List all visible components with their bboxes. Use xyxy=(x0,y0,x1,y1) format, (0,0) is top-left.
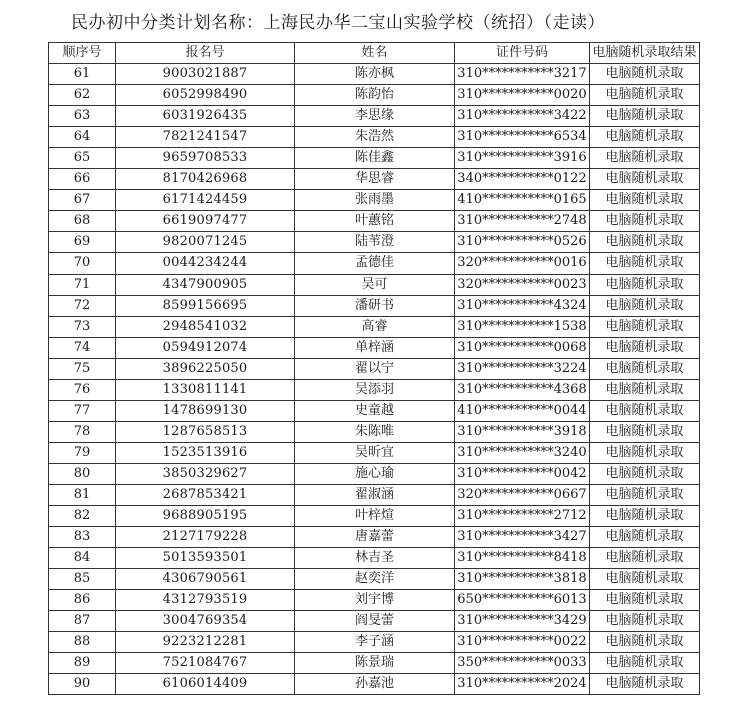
cell-name: 吴添羽 xyxy=(295,379,455,400)
cell-name: 翟淑涵 xyxy=(295,484,455,505)
table-row xyxy=(49,527,700,548)
cell-registration-number: 4306790561 xyxy=(116,569,295,590)
cell-name: 林吉圣 xyxy=(295,548,455,569)
cell-admission-result: 电脑随机录取 xyxy=(590,295,700,316)
cell-registration-number: 0594912074 xyxy=(116,337,295,358)
cell-name: 陈佳鑫 xyxy=(295,148,455,169)
cell-id-number: 310***********0068 xyxy=(455,337,590,358)
table-row xyxy=(49,85,700,106)
cell-id-number: 310***********3240 xyxy=(455,442,590,463)
cell-id-number: 310***********2024 xyxy=(455,674,590,695)
cell-sequence-number: 80 xyxy=(49,463,116,484)
table-row xyxy=(49,106,700,127)
cell-id-number: 310***********4324 xyxy=(455,295,590,316)
cell-name: 李思缘 xyxy=(295,106,455,127)
cell-admission-result: 电脑随机录取 xyxy=(590,653,700,674)
cell-registration-number: 9659708533 xyxy=(116,148,295,169)
cell-registration-number: 0044234244 xyxy=(116,253,295,274)
cell-admission-result: 电脑随机录取 xyxy=(590,632,700,653)
cell-name: 唐嘉蕾 xyxy=(295,527,455,548)
table-row xyxy=(49,64,700,85)
table-row xyxy=(49,442,700,463)
cell-registration-number: 6052998490 xyxy=(116,85,295,106)
cell-sequence-number: 61 xyxy=(49,64,116,85)
cell-admission-result: 电脑随机录取 xyxy=(590,190,700,211)
cell-sequence-number: 62 xyxy=(49,85,116,106)
cell-sequence-number: 69 xyxy=(49,232,116,253)
cell-registration-number: 1478699130 xyxy=(116,400,295,421)
table-row xyxy=(49,506,700,527)
cell-id-number: 350***********0033 xyxy=(455,653,590,674)
cell-admission-result: 电脑随机录取 xyxy=(590,442,700,463)
cell-sequence-number: 63 xyxy=(49,106,116,127)
cell-admission-result: 电脑随机录取 xyxy=(590,316,700,337)
cell-id-number: 320***********0016 xyxy=(455,253,590,274)
cell-name: 陈亦枫 xyxy=(295,64,455,85)
table-row xyxy=(49,653,700,674)
table-row xyxy=(49,421,700,442)
cell-id-number: 310***********4368 xyxy=(455,379,590,400)
cell-admission-result: 电脑随机录取 xyxy=(590,590,700,611)
cell-name: 朱浩然 xyxy=(295,127,455,148)
cell-admission-result: 电脑随机录取 xyxy=(590,232,700,253)
cell-name: 吴可 xyxy=(295,274,455,295)
cell-sequence-number: 66 xyxy=(49,169,116,190)
cell-id-number: 340***********0122 xyxy=(455,169,590,190)
cell-id-number: 310***********0022 xyxy=(455,632,590,653)
table-row xyxy=(49,611,700,632)
cell-id-number: 310***********0042 xyxy=(455,463,590,484)
cell-registration-number: 1523513916 xyxy=(116,442,295,463)
table-row xyxy=(49,127,700,148)
cell-id-number: 310***********3916 xyxy=(455,148,590,169)
cell-registration-number: 6171424459 xyxy=(116,190,295,211)
cell-registration-number: 1287658513 xyxy=(116,421,295,442)
cell-admission-result: 电脑随机录取 xyxy=(590,211,700,232)
table-row xyxy=(49,148,700,169)
cell-admission-result: 电脑随机录取 xyxy=(590,85,700,106)
cell-admission-result: 电脑随机录取 xyxy=(590,358,700,379)
cell-registration-number: 3896225050 xyxy=(116,358,295,379)
table-row xyxy=(49,274,700,295)
table-row xyxy=(49,358,700,379)
cell-name: 赵奕洋 xyxy=(295,569,455,590)
cell-admission-result: 电脑随机录取 xyxy=(590,169,700,190)
cell-name: 吴昕宜 xyxy=(295,442,455,463)
cell-registration-number: 9820071245 xyxy=(116,232,295,253)
table-header-row xyxy=(49,43,700,64)
header-registration-number: 报名号 xyxy=(116,43,295,64)
cell-admission-result: 电脑随机录取 xyxy=(590,548,700,569)
cell-name: 史童越 xyxy=(295,400,455,421)
cell-registration-number: 9688905195 xyxy=(116,506,295,527)
table-row xyxy=(49,484,700,505)
cell-name: 孟德佳 xyxy=(295,253,455,274)
cell-name: 刘宇博 xyxy=(295,590,455,611)
table-row xyxy=(49,253,700,274)
cell-id-number: 650***********6013 xyxy=(455,590,590,611)
cell-sequence-number: 64 xyxy=(49,127,116,148)
cell-id-number: 310***********2712 xyxy=(455,506,590,527)
table-row xyxy=(49,232,700,253)
cell-admission-result: 电脑随机录取 xyxy=(590,569,700,590)
cell-admission-result: 电脑随机录取 xyxy=(590,106,700,127)
table-row xyxy=(49,337,700,358)
cell-id-number: 310***********0020 xyxy=(455,85,590,106)
cell-sequence-number: 81 xyxy=(49,484,116,505)
cell-name: 阎旻蕾 xyxy=(295,611,455,632)
cell-id-number: 310***********3224 xyxy=(455,358,590,379)
cell-id-number: 310***********3429 xyxy=(455,611,590,632)
cell-registration-number: 3004769354 xyxy=(116,611,295,632)
cell-id-number: 310***********2748 xyxy=(455,211,590,232)
cell-registration-number: 4312793519 xyxy=(116,590,295,611)
table-row xyxy=(49,316,700,337)
cell-name: 华思睿 xyxy=(295,169,455,190)
cell-registration-number: 9223212281 xyxy=(116,632,295,653)
cell-id-number: 310***********6534 xyxy=(455,127,590,148)
cell-id-number: 310***********3918 xyxy=(455,421,590,442)
page-title: 民办初中分类计划名称：上海民办华二宝山实验学校（统招）（走读） xyxy=(71,13,605,33)
cell-sequence-number: 87 xyxy=(49,611,116,632)
cell-registration-number: 1330811141 xyxy=(116,379,295,400)
cell-admission-result: 电脑随机录取 xyxy=(590,506,700,527)
cell-sequence-number: 83 xyxy=(49,527,116,548)
cell-admission-result: 电脑随机录取 xyxy=(590,379,700,400)
cell-admission-result: 电脑随机录取 xyxy=(590,674,700,695)
cell-sequence-number: 84 xyxy=(49,548,116,569)
cell-registration-number: 5013593501 xyxy=(116,548,295,569)
cell-admission-result: 电脑随机录取 xyxy=(590,527,700,548)
cell-name: 单梓涵 xyxy=(295,337,455,358)
cell-name: 叶梓煊 xyxy=(295,506,455,527)
cell-sequence-number: 85 xyxy=(49,569,116,590)
table-row xyxy=(49,548,700,569)
header-name: 姓名 xyxy=(295,43,455,64)
cell-sequence-number: 79 xyxy=(49,442,116,463)
cell-registration-number: 7521084767 xyxy=(116,653,295,674)
header-admission-result: 电脑随机录取结果 xyxy=(590,43,700,64)
header-id-number: 证件号码 xyxy=(455,43,590,64)
cell-registration-number: 9003021887 xyxy=(116,64,295,85)
cell-sequence-number: 77 xyxy=(49,400,116,421)
cell-name: 张雨墨 xyxy=(295,190,455,211)
cell-admission-result: 电脑随机录取 xyxy=(590,337,700,358)
table-row xyxy=(49,295,700,316)
cell-sequence-number: 73 xyxy=(49,316,116,337)
table-row xyxy=(49,400,700,421)
cell-id-number: 410***********0165 xyxy=(455,190,590,211)
cell-sequence-number: 82 xyxy=(49,506,116,527)
table-row xyxy=(49,211,700,232)
cell-name: 翟以宁 xyxy=(295,358,455,379)
cell-sequence-number: 65 xyxy=(49,148,116,169)
cell-sequence-number: 68 xyxy=(49,211,116,232)
cell-registration-number: 6619097477 xyxy=(116,211,295,232)
cell-sequence-number: 76 xyxy=(49,379,116,400)
cell-id-number: 310***********0526 xyxy=(455,232,590,253)
cell-admission-result: 电脑随机录取 xyxy=(590,611,700,632)
cell-sequence-number: 89 xyxy=(49,653,116,674)
cell-admission-result: 电脑随机录取 xyxy=(590,484,700,505)
cell-id-number: 320***********0667 xyxy=(455,484,590,505)
cell-name: 陆苇澄 xyxy=(295,232,455,253)
cell-id-number: 410***********0044 xyxy=(455,400,590,421)
cell-name: 陈景瑞 xyxy=(295,653,455,674)
cell-sequence-number: 71 xyxy=(49,274,116,295)
cell-admission-result: 电脑随机录取 xyxy=(590,64,700,85)
cell-registration-number: 8599156695 xyxy=(116,295,295,316)
header-sequence-number: 顺序号 xyxy=(49,43,116,64)
cell-sequence-number: 67 xyxy=(49,190,116,211)
cell-registration-number: 4347900905 xyxy=(116,274,295,295)
table-row xyxy=(49,169,700,190)
table-row xyxy=(49,569,700,590)
cell-name: 陈韵怡 xyxy=(295,85,455,106)
cell-sequence-number: 72 xyxy=(49,295,116,316)
cell-name: 李子涵 xyxy=(295,632,455,653)
table-row xyxy=(49,190,700,211)
cell-sequence-number: 90 xyxy=(49,674,116,695)
cell-id-number: 320***********0023 xyxy=(455,274,590,295)
cell-admission-result: 电脑随机录取 xyxy=(590,148,700,169)
cell-sequence-number: 86 xyxy=(49,590,116,611)
cell-registration-number: 2687853421 xyxy=(116,484,295,505)
cell-registration-number: 8170426968 xyxy=(116,169,295,190)
cell-registration-number: 2127179228 xyxy=(116,527,295,548)
cell-admission-result: 电脑随机录取 xyxy=(590,463,700,484)
table-body xyxy=(49,64,700,695)
table-row xyxy=(49,379,700,400)
cell-sequence-number: 70 xyxy=(49,253,116,274)
cell-admission-result: 电脑随机录取 xyxy=(590,400,700,421)
table-row xyxy=(49,674,700,695)
cell-name: 潘研书 xyxy=(295,295,455,316)
cell-registration-number: 7821241547 xyxy=(116,127,295,148)
cell-name: 高睿 xyxy=(295,316,455,337)
admission-results-table xyxy=(48,42,700,695)
cell-registration-number: 6106014409 xyxy=(116,674,295,695)
cell-admission-result: 电脑随机录取 xyxy=(590,253,700,274)
table-row xyxy=(49,590,700,611)
cell-id-number: 310***********3422 xyxy=(455,106,590,127)
cell-id-number: 310***********3217 xyxy=(455,64,590,85)
cell-admission-result: 电脑随机录取 xyxy=(590,274,700,295)
cell-registration-number: 6031926435 xyxy=(116,106,295,127)
cell-registration-number: 3850329627 xyxy=(116,463,295,484)
table-row xyxy=(49,463,700,484)
cell-name: 施心瑜 xyxy=(295,463,455,484)
cell-id-number: 310***********3818 xyxy=(455,569,590,590)
cell-name: 叶蕙铭 xyxy=(295,211,455,232)
cell-id-number: 310***********1538 xyxy=(455,316,590,337)
cell-sequence-number: 74 xyxy=(49,337,116,358)
cell-sequence-number: 78 xyxy=(49,421,116,442)
cell-id-number: 310***********8418 xyxy=(455,548,590,569)
table-row xyxy=(49,632,700,653)
cell-registration-number: 2948541032 xyxy=(116,316,295,337)
cell-admission-result: 电脑随机录取 xyxy=(590,127,700,148)
cell-admission-result: 电脑随机录取 xyxy=(590,421,700,442)
cell-name: 孙嘉池 xyxy=(295,674,455,695)
cell-sequence-number: 75 xyxy=(49,358,116,379)
cell-sequence-number: 88 xyxy=(49,632,116,653)
cell-name: 朱陈唯 xyxy=(295,421,455,442)
cell-id-number: 310***********3427 xyxy=(455,527,590,548)
